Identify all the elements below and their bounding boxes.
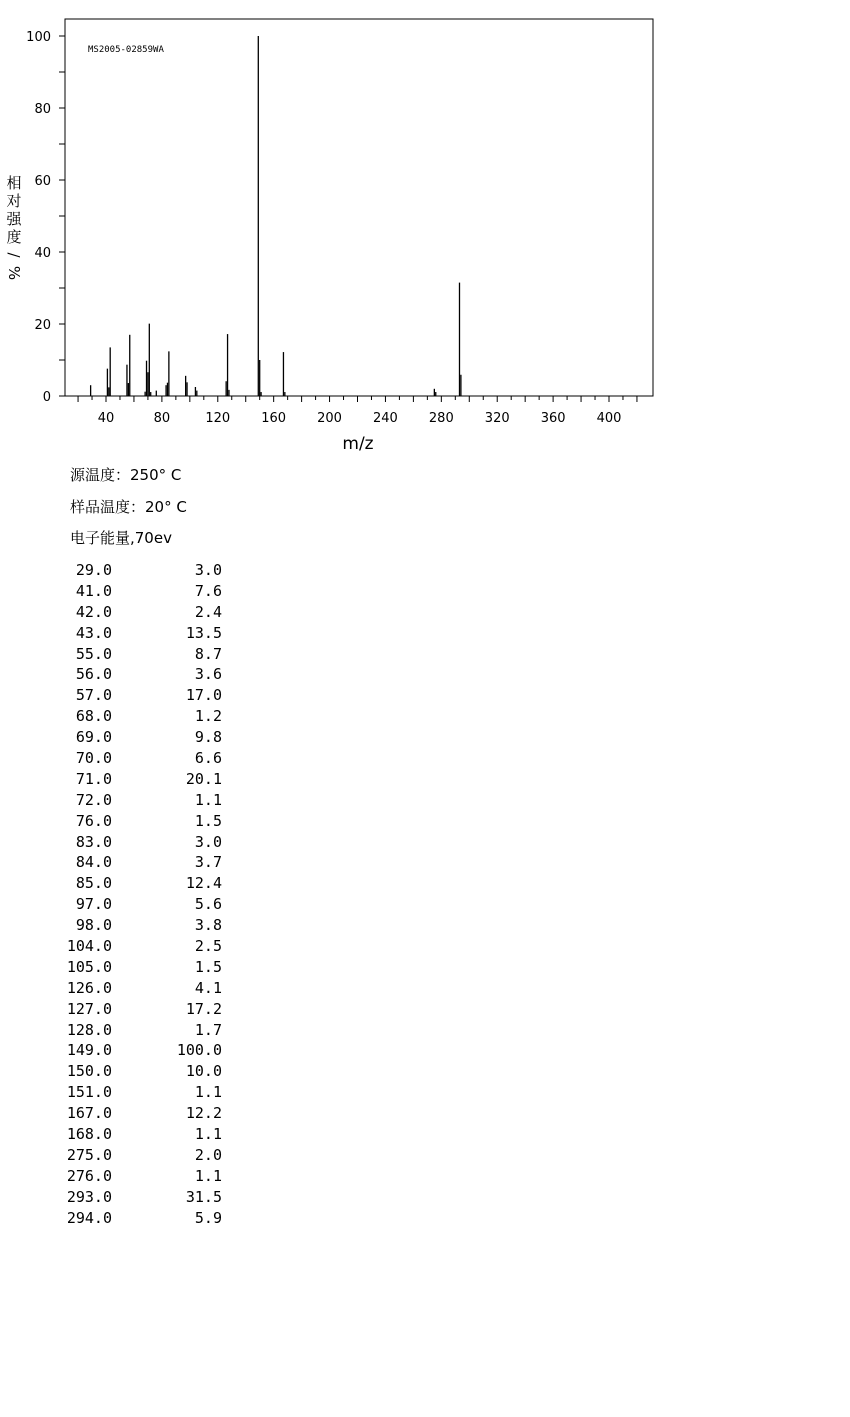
peak-row (46, 936, 222, 957)
plot-frame (65, 19, 653, 396)
peak-mz: 84.0 (75, 853, 112, 872)
peak-mz: 294.0 (66, 1208, 112, 1227)
x-tick-label: 320 (484, 411, 510, 426)
peak-mz: 41.0 (75, 581, 112, 600)
peak-intensity: 1.1 (194, 1083, 222, 1102)
sample-id-label: MS2005-02859WA (88, 45, 164, 55)
peak-row (46, 1061, 222, 1082)
peak-intensity: 1.1 (194, 1166, 222, 1185)
peak-row (46, 581, 222, 602)
peak-intensity: 20.1 (185, 769, 222, 788)
peak-mz: 71.0 (75, 769, 112, 788)
peak-intensity: 3.7 (194, 853, 222, 872)
peak-row (46, 999, 222, 1020)
y-tick-label: 20 (34, 318, 51, 333)
peak-row (46, 644, 222, 665)
x-tick-label: 280 (428, 411, 454, 426)
peak-mz: 57.0 (75, 686, 112, 705)
peak-row (46, 1124, 222, 1145)
y-axis-label-char: 对 (6, 192, 22, 210)
y-tick-label: 0 (42, 390, 51, 405)
peak-intensity: 17.0 (185, 686, 222, 705)
y-axis-label-char: % (5, 265, 23, 281)
peak-mz: 149.0 (66, 1041, 112, 1060)
y-tick-label: 60 (34, 174, 51, 189)
source-temperature: 源温度：250° C (70, 466, 182, 484)
peak-mz: 151.0 (66, 1083, 112, 1102)
y-axis-label-char: / (5, 252, 23, 258)
x-tick-label: 80 (153, 411, 171, 426)
peak-mz: 293.0 (66, 1187, 112, 1206)
peak-row (46, 1040, 222, 1061)
y-axis-label-char: 相 (6, 174, 22, 192)
peak-intensity: 31.5 (185, 1187, 222, 1206)
peak-mz: 104.0 (66, 937, 112, 956)
peak-mz: 150.0 (66, 1062, 112, 1081)
peak-intensity: 13.5 (185, 623, 222, 642)
x-tick-label: 360 (540, 411, 566, 426)
sample-temperature: 样品温度：20° C (70, 498, 187, 516)
peak-mz: 76.0 (75, 811, 112, 830)
peak-mz: 42.0 (75, 602, 112, 621)
peak-row (46, 832, 222, 853)
peak-mz: 70.0 (75, 749, 112, 768)
electron-energy: 电子能量,70ev (70, 529, 172, 547)
peak-intensity: 2.5 (194, 937, 222, 956)
peak-row (46, 727, 222, 748)
peak-mz: 128.0 (66, 1020, 112, 1039)
x-tick-label: 200 (317, 411, 342, 426)
peak-row (46, 1145, 222, 1166)
peak-intensity: 3.8 (194, 916, 222, 935)
x-tick-label: 160 (261, 411, 287, 426)
y-axis-label-char: 强 (6, 210, 22, 228)
peak-mz: 83.0 (75, 832, 112, 851)
peak-mz: 72.0 (75, 790, 112, 809)
peak-row (46, 602, 222, 623)
peak-intensity: 5.9 (194, 1208, 222, 1227)
peak-intensity: 9.8 (194, 728, 222, 747)
x-tick-label: 400 (596, 411, 622, 426)
peak-intensity: 3.0 (194, 561, 222, 579)
peak-row (46, 1187, 222, 1208)
peak-row (46, 1082, 222, 1103)
peak-intensity: 1.5 (194, 811, 222, 830)
peak-mz: 43.0 (75, 623, 112, 642)
peak-row (46, 560, 222, 581)
peak-mz: 167.0 (66, 1104, 112, 1123)
peak-intensity: 3.6 (194, 665, 222, 684)
mass-spectrum-chart (0, 0, 850, 460)
peak-intensity: 1.7 (194, 1020, 222, 1039)
peak-intensity: 100.0 (176, 1041, 222, 1060)
peak-row (46, 706, 222, 727)
peak-row (46, 957, 222, 978)
peak-row (46, 769, 222, 790)
x-tick-label: 120 (205, 411, 231, 426)
peak-row (46, 623, 222, 644)
y-axis-label-char: 度 (6, 228, 22, 246)
peak-row (46, 685, 222, 706)
peak-intensity: 1.1 (194, 1125, 222, 1144)
peak-intensity: 1.5 (194, 957, 222, 976)
peak-row (46, 852, 222, 873)
peak-mz: 105.0 (66, 957, 112, 976)
peak-row (46, 873, 222, 894)
peak-intensity: 6.6 (194, 749, 222, 768)
peak-intensity: 2.4 (194, 602, 222, 621)
x-tick-label: 240 (373, 411, 398, 426)
peak-intensity: 17.2 (185, 999, 222, 1018)
peak-row (46, 664, 222, 685)
peak-intensity: 1.2 (194, 707, 222, 726)
peak-intensity: 5.6 (194, 895, 222, 914)
peak-mz: 168.0 (66, 1125, 112, 1144)
y-tick-label: 40 (34, 246, 51, 261)
peak-row (46, 1103, 222, 1124)
peak-row (46, 894, 222, 915)
spectrum-peaks (91, 36, 461, 396)
x-tick-label: 40 (97, 411, 115, 426)
peak-mz: 55.0 (75, 644, 112, 663)
peak-intensity: 8.7 (194, 644, 222, 663)
peak-mz: 68.0 (75, 707, 112, 726)
peak-row (46, 811, 222, 832)
peak-intensity: 10.0 (185, 1062, 222, 1081)
peak-row (46, 915, 222, 936)
peak-mz: 98.0 (75, 916, 112, 935)
peak-mz: 97.0 (75, 895, 112, 914)
peak-intensity: 1.1 (194, 790, 222, 809)
peak-mz: 275.0 (66, 1145, 112, 1164)
peak-mz: 56.0 (75, 665, 112, 684)
peak-intensity: 12.4 (185, 874, 222, 893)
y-tick-label: 100 (26, 30, 51, 45)
peak-intensity: 12.2 (185, 1104, 222, 1123)
peak-row (46, 1166, 222, 1187)
y-axis-ticks (26, 30, 65, 405)
peak-mz: 276.0 (66, 1166, 112, 1185)
peak-mz: 29.0 (75, 561, 112, 579)
peak-intensity: 4.1 (194, 978, 222, 997)
y-tick-label: 80 (34, 102, 51, 117)
peak-mz: 85.0 (75, 874, 112, 893)
peak-intensity: 3.0 (194, 832, 222, 851)
peak-mz: 127.0 (66, 999, 112, 1018)
x-axis-ticks (78, 396, 637, 426)
peak-intensity: 2.0 (194, 1145, 222, 1164)
peak-row (46, 1208, 222, 1229)
peak-row (46, 1020, 222, 1041)
y-axis-label (5, 174, 23, 280)
peak-row (46, 790, 222, 811)
peak-intensity: 7.6 (194, 581, 222, 600)
peak-mz: 69.0 (75, 728, 112, 747)
peak-row (46, 748, 222, 769)
peak-list-table (46, 560, 222, 1229)
peak-row (46, 978, 222, 999)
x-axis-label: m/z (342, 434, 374, 454)
peak-mz: 126.0 (66, 978, 112, 997)
